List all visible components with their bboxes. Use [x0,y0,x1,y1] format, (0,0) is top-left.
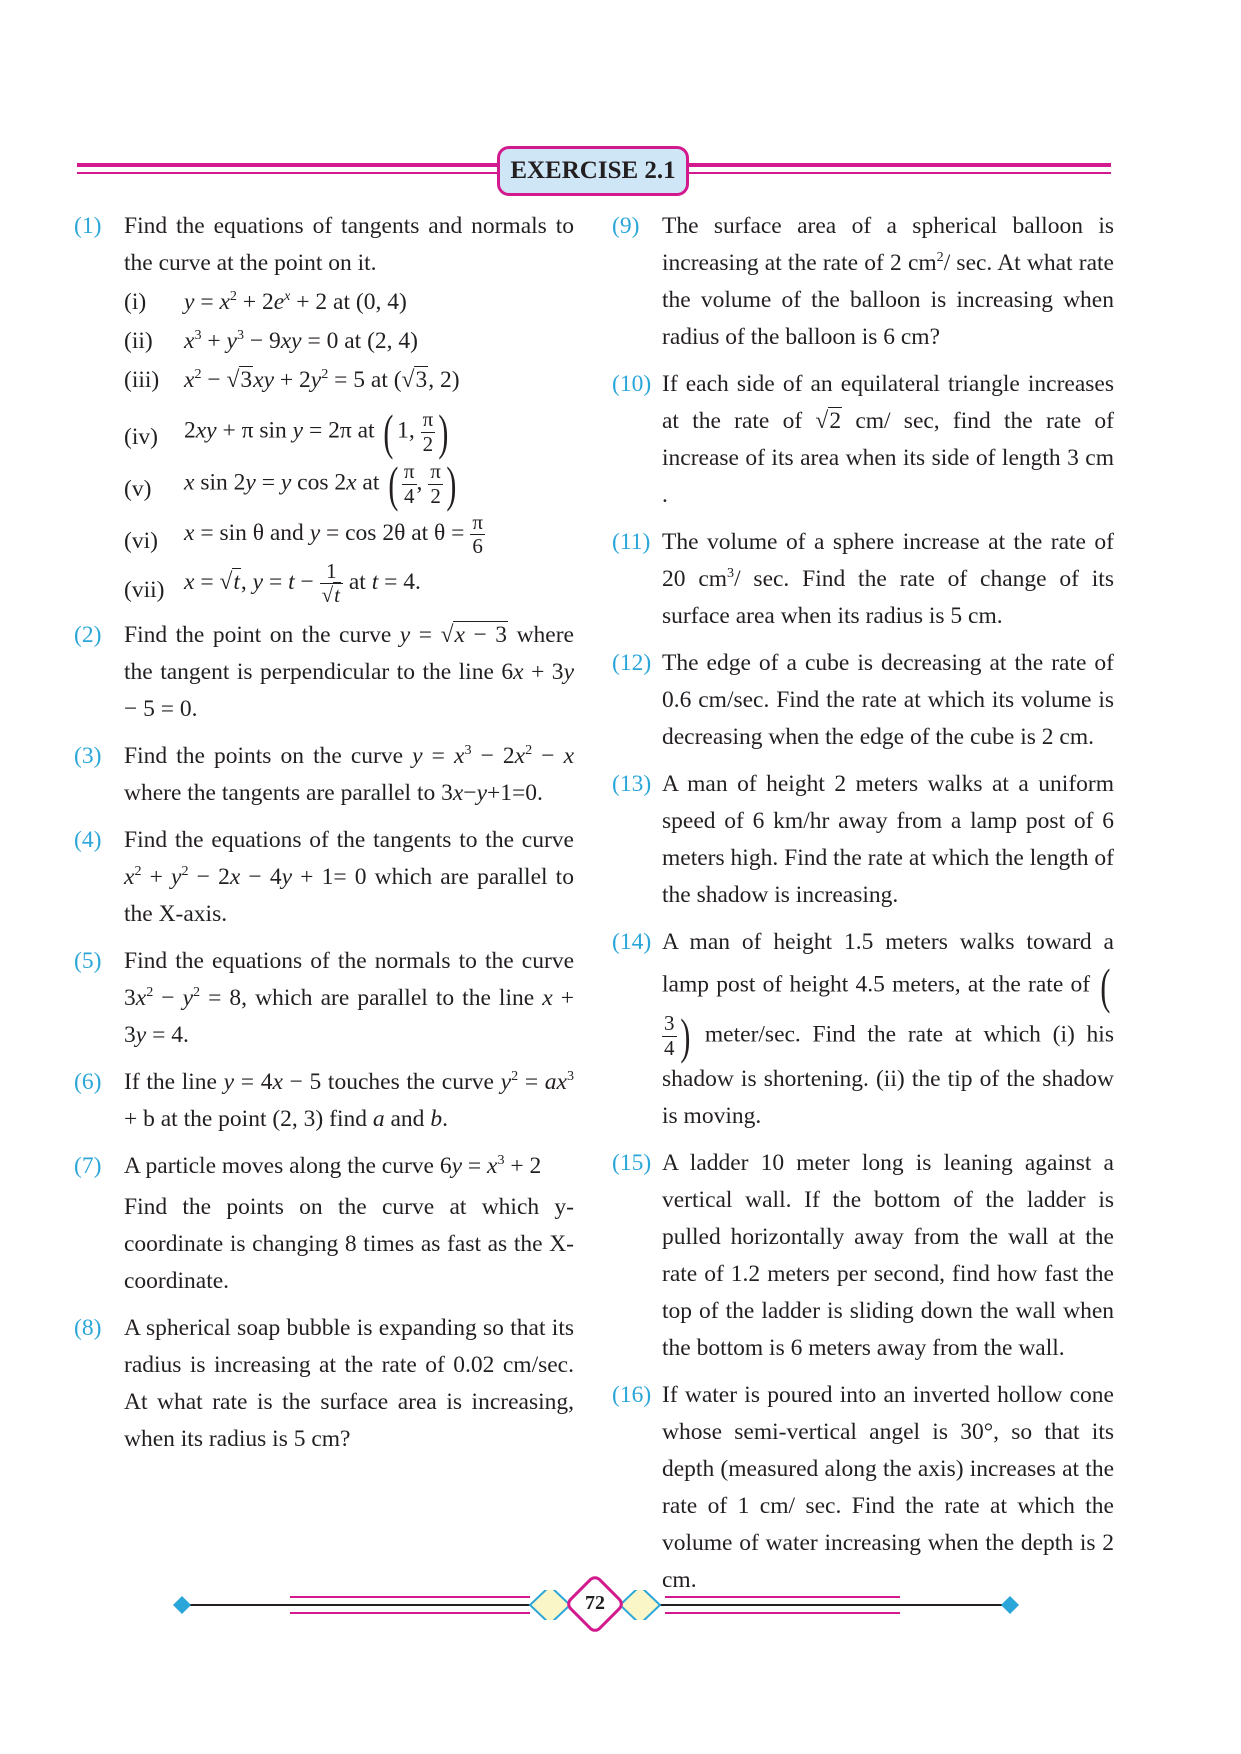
subpart-iii: (iii) $x^2 - √3xy + 2y^2 = 5$ at (√3, 2) [124,366,460,393]
question-10: (10) If each side of an equilateral triangle increases at the rate of √2 cm/ sec, find the rate of increase of its area when its side of length 3 cm . [612,371,1114,508]
question-3: (3) Find the points on the curve $y = x^3 - 2x^2 - x$ where the tangents are parallel to 3x−y+1=0. [74,742,574,807]
question-6: (6) If the line y = 4x − 5 touches the curve $y^2 = ax^3 + b$ at the point (2, 3) find a and b. [74,1068,574,1133]
question-14: (14) A man of height 1.5 meters walks toward a lamp post of height 4.5 meters, at the rate of ( $\frac{3}{4}$ ) meter/sec. Find the rate at which (i) his shadow is shortening. (ii) the tip of the shadow is moving. [612,929,1114,1129]
subpart-vii: (vii) x = √t, y = t − $\frac{1}{√t}$ at t = 4. [124,559,421,608]
question-text: Find the equations of tangents and normals to the curve at the point on it. [124,213,574,276]
question-number: (1) [74,213,102,239]
question-12: (12) The edge of a cube is decreasing at the rate of 0.6 cm/sec. Find the rate at which its volume is decreasing when the edge of the cube is 2 cm. [612,650,1114,750]
question-4: (4) Find the equations of the tangents to the curve $x^2 + y^2 - 2x - 4y + 1= 0$ which are parallel to the X-axis. [74,827,574,928]
subpart-ii: (ii) $x^3 + y^3 - 9xy = 0$ at (2, 4) [124,327,418,354]
footer-diamond-inner-left [530,1590,570,1620]
question-15: (15) A ladder 10 meter long is leaning against a vertical wall. If the bottom of the ladder is pulled horizontally away from the wall at the rate of 1.2 meters per second, find how fast the top of the ladder is sliding down the wall when the bottom is 6 meters away from the wall. [612,1150,1114,1361]
question-8: (8) A spherical soap bubble is expanding so that its radius is increasing at the rate of 0.02 cm/sec. At what rate is the surface area is increasing, when its radius is 5 cm? [74,1315,574,1453]
left-column [74,208,574,1468]
subpart-iv: (iv) 2xy + π sin y = 2π at ( 1, $\frac{\pi}{2}$ ) [124,404,449,460]
question-16: (16) If water is poured into an inverted hollow cone whose semi-vertical angel is 30°, so that its depth (measured along the axis) increases at the rate of 1 cm/ sec. Find the rate at which the volume of water increasing when the depth is 2 cm. [612,1382,1114,1593]
question-9: (9) The surface area of a spherical balloon is increasing at the rate of 2 $cm^2/$ sec. At what rate the volume of the balloon is increasing when radius of the balloon is 6 cm? [612,213,1114,350]
subpart-vi: (vi) x = sin θ and y = cos 2θ at θ = $\frac{\pi}{6}$ [124,510,483,559]
exercise-title: EXERCISE 2.1 [497,146,689,196]
question-1 [74,208,574,607]
question-7: (7) A particle moves along the curve $6y = x^3 + 2$ Find the points on the curve at which y-coordinate is changing 8 times as fast as the X-coordinate. [74,1152,574,1295]
page-number: 72 [585,1592,605,1614]
question-5: (5) Find the equations of the normals to the curve $3x^2 - y^2 = 8$, which are parallel to the line x + 3y = 4. [74,948,574,1049]
subpart-i: (i) $y = x^2 + 2e^x + 2$ at (0, 4) [124,288,407,315]
right-column [612,208,1114,1609]
question-2: (2) Find the point on the curve y = √x − 3 where the tangent is perpendicular to the line 6x + 3y − 5 = 0. [74,622,574,723]
question-13: (13) A man of height 2 meters walks at a uniform speed of 6 km/hr away from a lamp post of 6 meters high. Find the rate at which the length of the shadow is increasing. [612,771,1114,908]
subpart-v: (v) x sin 2y = y cos 2x at ( $\frac{\pi}{4}$ , $\frac{\pi}{2}$ ) [124,456,457,512]
footer-diamond-inner-right [620,1590,660,1620]
footer-diamond-right [1001,1596,1019,1614]
footer-diamond-left [173,1596,191,1614]
question-11: (11) The volume of a sphere increase at the rate of 20 $cm^3/$ sec. Find the rate of change of its surface area when its radius is 5 cm. [612,529,1114,629]
